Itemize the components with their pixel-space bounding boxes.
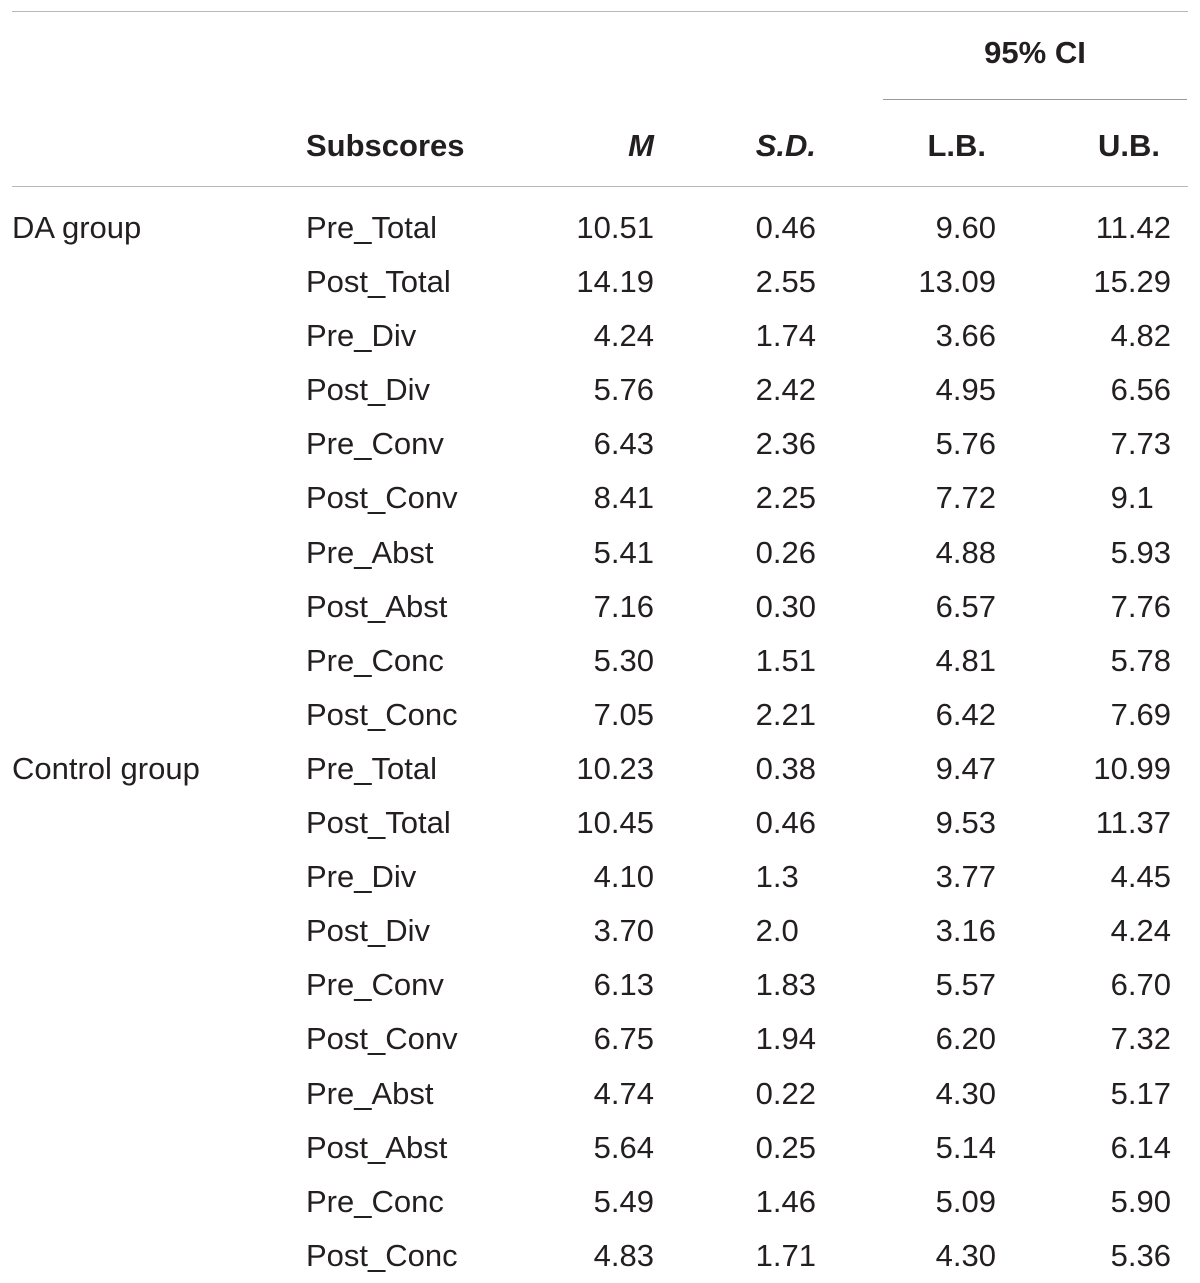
- upper-bound-cell: 5.90: [1110, 1183, 1171, 1219]
- upper-bound-cell: 6.56: [1110, 372, 1171, 408]
- table-row: [0, 688, 1200, 742]
- sd-cell: 0.46: [755, 805, 816, 841]
- upper-bound-cell: 4.24: [1110, 913, 1171, 949]
- subscore-cell: Pre_Div: [306, 318, 417, 354]
- sd-cell: 1.3: [755, 859, 816, 895]
- lower-bound-cell: 3.16: [935, 913, 996, 949]
- subscore-cell: Post_Div: [306, 913, 431, 949]
- subscore-cell: Post_Total: [306, 264, 451, 300]
- subscore-cell: Pre_Abst: [306, 1075, 434, 1111]
- mean-cell: 6.43: [593, 426, 654, 462]
- column-header-sd: S.D.: [755, 128, 816, 163]
- lower-bound-cell: 5.76: [935, 426, 996, 462]
- lower-bound-cell: 9.47: [935, 750, 996, 786]
- mean-cell: 6.13: [593, 967, 654, 1003]
- upper-bound-cell: 7.76: [1110, 588, 1171, 624]
- mean-cell: 8.41: [593, 480, 654, 516]
- mean-cell: 6.75: [593, 1021, 654, 1057]
- mean-cell: 4.10: [593, 859, 654, 895]
- ci-header-rule: [883, 99, 1187, 100]
- upper-bound-cell: 15.29: [1093, 264, 1171, 300]
- lower-bound-cell: 5.57: [935, 967, 996, 1003]
- ci-header: 95% CI: [984, 35, 1086, 70]
- table-row: [0, 1121, 1200, 1175]
- lower-bound-cell: 13.09: [918, 264, 996, 300]
- mean-cell: 4.24: [593, 318, 654, 354]
- sd-cell: 2.42: [755, 372, 816, 408]
- lower-bound-cell: 5.09: [935, 1183, 996, 1219]
- table-row: [0, 850, 1200, 904]
- mean-cell: 4.74: [593, 1075, 654, 1111]
- subscore-cell: Post_Conv: [306, 1021, 458, 1057]
- subscore-cell: Pre_Conv: [306, 967, 444, 1003]
- table-row: [0, 363, 1200, 417]
- table-row: [0, 1175, 1200, 1229]
- upper-bound-cell: 4.82: [1110, 318, 1171, 354]
- upper-bound-cell: 5.17: [1110, 1075, 1171, 1111]
- lower-bound-cell: 6.20: [935, 1021, 996, 1057]
- mean-cell: 10.23: [576, 750, 654, 786]
- upper-bound-cell: 7.32: [1110, 1021, 1171, 1057]
- sd-cell: 0.22: [755, 1075, 816, 1111]
- sd-cell: 1.94: [755, 1021, 816, 1057]
- upper-bound-cell: 5.36: [1110, 1237, 1171, 1273]
- group-label: DA group: [12, 210, 142, 245]
- sd-cell: 0.30: [755, 588, 816, 624]
- subscore-cell: Pre_Conv: [306, 426, 444, 462]
- lower-bound-cell: 6.42: [935, 696, 996, 732]
- lower-bound-cell: 3.77: [935, 859, 996, 895]
- lower-bound-cell: 5.14: [935, 1129, 996, 1165]
- sd-cell: 2.0: [755, 913, 816, 949]
- subscore-cell: Post_Conv: [306, 480, 458, 516]
- lower-bound-cell: 4.30: [935, 1075, 996, 1111]
- sd-cell: 1.71: [755, 1237, 816, 1273]
- upper-bound-cell: 5.78: [1110, 642, 1171, 678]
- subscore-cell: Pre_Conc: [306, 1183, 444, 1219]
- upper-bound-cell: 11.42: [1095, 210, 1171, 245]
- lower-bound-cell: 7.72: [935, 480, 996, 516]
- sd-cell: 1.83: [755, 967, 816, 1003]
- table-row: [0, 417, 1200, 471]
- group-label: Control group: [12, 750, 200, 786]
- table-row: [0, 958, 1200, 1012]
- upper-bound-cell: 11.37: [1095, 805, 1171, 841]
- mean-cell: 5.64: [593, 1129, 654, 1165]
- upper-bound-cell: 10.99: [1093, 750, 1171, 786]
- subscore-cell: Post_Div: [306, 372, 431, 408]
- lower-bound-cell: 3.66: [935, 318, 996, 354]
- mean-cell: 7.16: [593, 588, 654, 624]
- table-row: [0, 904, 1200, 958]
- upper-bound-cell: 7.73: [1110, 426, 1171, 462]
- mean-cell: 5.76: [593, 372, 654, 408]
- sd-cell: 2.21: [755, 696, 816, 732]
- column-header-lower-bound: L.B.: [927, 128, 986, 163]
- subscore-cell: Post_Abst: [306, 588, 448, 624]
- mean-cell: 4.83: [593, 1237, 654, 1273]
- upper-bound-cell: 9.1: [1110, 480, 1171, 516]
- table-row: [0, 742, 1200, 796]
- upper-bound-cell: 5.93: [1110, 534, 1171, 570]
- table-body: [0, 201, 1200, 1283]
- mean-cell: 5.30: [593, 642, 654, 678]
- sd-cell: 2.55: [755, 264, 816, 300]
- table-top-rule: [12, 11, 1188, 12]
- table-row: [0, 634, 1200, 688]
- subscore-cell: Post_Abst: [306, 1129, 448, 1165]
- table-row: [0, 526, 1200, 580]
- upper-bound-cell: 4.45: [1110, 859, 1171, 895]
- sd-cell: 2.36: [755, 426, 816, 462]
- upper-bound-cell: 6.70: [1110, 967, 1171, 1003]
- lower-bound-cell: 6.57: [935, 588, 996, 624]
- column-header-upper-bound: U.B.: [1098, 128, 1160, 163]
- column-header-mean: M: [628, 128, 654, 163]
- subscore-cell: Post_Conc: [306, 1237, 458, 1273]
- lower-bound-cell: 4.30: [935, 1237, 996, 1273]
- subscore-cell: Pre_Conc: [306, 642, 444, 678]
- table-row: [0, 255, 1200, 309]
- mean-cell: 10.51: [576, 210, 654, 245]
- sd-cell: 1.74: [755, 318, 816, 354]
- upper-bound-cell: 6.14: [1110, 1129, 1171, 1165]
- sd-cell: 1.51: [755, 642, 816, 678]
- mean-cell: 7.05: [593, 696, 654, 732]
- subscore-cell: Pre_Total: [306, 750, 437, 786]
- column-header-subscores: Subscores: [306, 128, 465, 163]
- sd-cell: 1.46: [755, 1183, 816, 1219]
- mean-cell: 5.49: [593, 1183, 654, 1219]
- table-row: [0, 796, 1200, 850]
- sd-cell: 0.38: [755, 750, 816, 786]
- lower-bound-cell: 9.53: [935, 805, 996, 841]
- lower-bound-cell: 4.81: [935, 642, 996, 678]
- sd-cell: 0.25: [755, 1129, 816, 1165]
- sd-cell: 2.25: [755, 480, 816, 516]
- upper-bound-cell: 7.69: [1110, 696, 1171, 732]
- mean-cell: 14.19: [576, 264, 654, 300]
- table-row: [0, 309, 1200, 363]
- mean-cell: 5.41: [593, 534, 654, 570]
- mean-cell: 3.70: [593, 913, 654, 949]
- lower-bound-cell: 4.95: [935, 372, 996, 408]
- table-row: [0, 1229, 1200, 1283]
- table-row: [0, 1067, 1200, 1121]
- subscore-cell: Pre_Abst: [306, 534, 434, 570]
- table-row: [0, 1012, 1200, 1066]
- table-row: [0, 580, 1200, 634]
- header-bottom-rule: [12, 186, 1188, 187]
- subscore-cell: Post_Total: [306, 805, 451, 841]
- lower-bound-cell: 4.88: [935, 534, 996, 570]
- table-row: [0, 471, 1200, 525]
- subscore-cell: Pre_Div: [306, 859, 417, 895]
- sd-cell: 0.46: [755, 210, 816, 245]
- subscore-cell: Pre_Total: [306, 210, 437, 245]
- lower-bound-cell: 9.60: [935, 210, 996, 245]
- sd-cell: 0.26: [755, 534, 816, 570]
- table-row: [0, 201, 1200, 255]
- subscore-cell: Post_Conc: [306, 696, 458, 732]
- mean-cell: 10.45: [576, 805, 654, 841]
